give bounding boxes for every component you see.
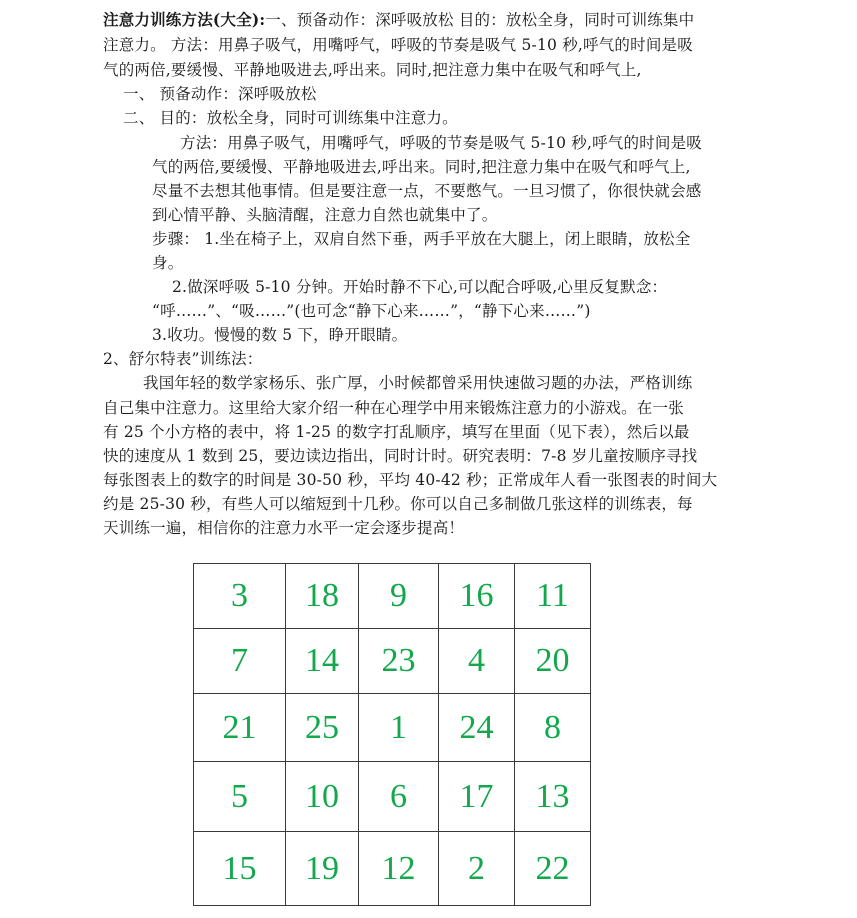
table-cell: 12	[359, 832, 439, 906]
table-row	[194, 762, 591, 832]
table-cell: 4	[439, 629, 515, 694]
list-item-1: 一、 预备动作：深呼吸放松	[123, 85, 317, 103]
intro-line-1	[103, 8, 694, 32]
document-title: 注意力训练方法(大全):	[103, 10, 266, 29]
step-line-5: 3.收功。慢慢的数 5 下，睁开眼睛。	[152, 326, 408, 344]
table-cell: 15	[194, 832, 286, 906]
table-cell: 9	[359, 564, 439, 629]
method-line-3: 尽量不去想其他事情。但是要注意一点，不要憋气。一旦习惯了，你很快就会感	[152, 182, 702, 200]
paragraph-line-6: 约是 25-30 秒，有些人可以缩短到十几秒。你可以自己多制做几张这样的训练表，每	[103, 495, 693, 513]
table-cell: 3	[194, 564, 286, 629]
table-row	[194, 694, 591, 762]
step-line-3: 2.做深呼吸 5-10 分钟。开始时静不下心,可以配合呼吸,心里反复默念：	[172, 278, 668, 296]
intro-line-1-text: 一、预备动作：深呼吸放松 目的：放松全身，同时可训练集中	[265, 11, 695, 29]
method-line-1: 方法：用鼻子吸气，用嘴呼气，呼吸的节奏是吸气 5-10 秒,呼气的时间是吸	[180, 134, 703, 152]
paragraph-line-7: 天训练一遍，相信你的注意力水平一定会逐步提高！	[103, 519, 465, 537]
table-cell: 20	[515, 629, 591, 694]
step-line-1: 步骤： 1.坐在椅子上，双肩自然下垂，两手平放在大腿上，闭上眼睛，放松全	[152, 230, 691, 248]
table-cell: 16	[439, 564, 515, 629]
step-line-2: 身。	[152, 254, 184, 272]
paragraph-line-4: 快的速度从 1 数到 25，要边读边指出，同时计时。研究表明：7-8 岁儿童按顺序寻找	[103, 447, 698, 465]
intro-line-2: 注意力。 方法：用鼻子吸气，用嘴呼气，呼吸的节奏是吸气 5-10 秒,呼气的时间是吸	[103, 36, 693, 54]
table-cell: 22	[515, 832, 591, 906]
paragraph-line-3: 有 25 个小方格的表中，将 1-25 的数字打乱顺序，填写在里面（见下表），然后以最	[103, 423, 690, 441]
paragraph-line-5: 每张图表上的数字的时间是 30-50 秒，平均 40-42 秒；正常成年人看一张图表的时间大	[103, 471, 718, 489]
section-2-heading: 2、舒尔特表”训练法：	[103, 350, 263, 368]
table-cell: 25	[286, 694, 359, 762]
table-cell: 24	[439, 694, 515, 762]
table-cell: 7	[194, 629, 286, 694]
table-cell: 1	[359, 694, 439, 762]
table-cell: 18	[286, 564, 359, 629]
paragraph-line-2: 自己集中注意力。这里给大家介绍一种在心理学中用来锻炼注意力的小游戏。在一张	[103, 399, 684, 417]
table-cell: 21	[194, 694, 286, 762]
table-cell: 17	[439, 762, 515, 832]
paragraph-line-1: 我国年轻的数学家杨乐、张广厚，小时候都曾采用快速做习题的办法，严格训练	[143, 374, 693, 392]
table-cell: 14	[286, 629, 359, 694]
table-cell: 23	[359, 629, 439, 694]
intro-line-3: 气的两倍,要缓慢、平静地吸进去,呼出来。同时,把注意力集中在吸气和呼气上,	[103, 61, 642, 79]
table-cell: 10	[286, 762, 359, 832]
table-cell: 6	[359, 762, 439, 832]
table-cell: 8	[515, 694, 591, 762]
table-row	[194, 564, 591, 629]
schulte-table	[193, 563, 591, 906]
table-cell: 11	[515, 564, 591, 629]
method-line-2: 气的两倍,要缓慢、平静地吸进去,呼出来。同时,把注意力集中在吸气和呼气上,	[152, 158, 691, 176]
list-item-2: 二、 目的：放松全身，同时可训练集中注意力。	[123, 109, 458, 127]
table-cell: 5	[194, 762, 286, 832]
table-row	[194, 629, 591, 694]
table-row	[194, 832, 591, 906]
step-line-4: “呼……”、“吸……”(也可念“静下心来……”，“静下心来……”)	[152, 302, 591, 320]
table-cell: 13	[515, 762, 591, 832]
method-line-4: 到心情平静、头脑清醒，注意力自然也就集中了。	[152, 206, 498, 224]
table-cell: 2	[439, 832, 515, 906]
table-cell: 19	[286, 832, 359, 906]
